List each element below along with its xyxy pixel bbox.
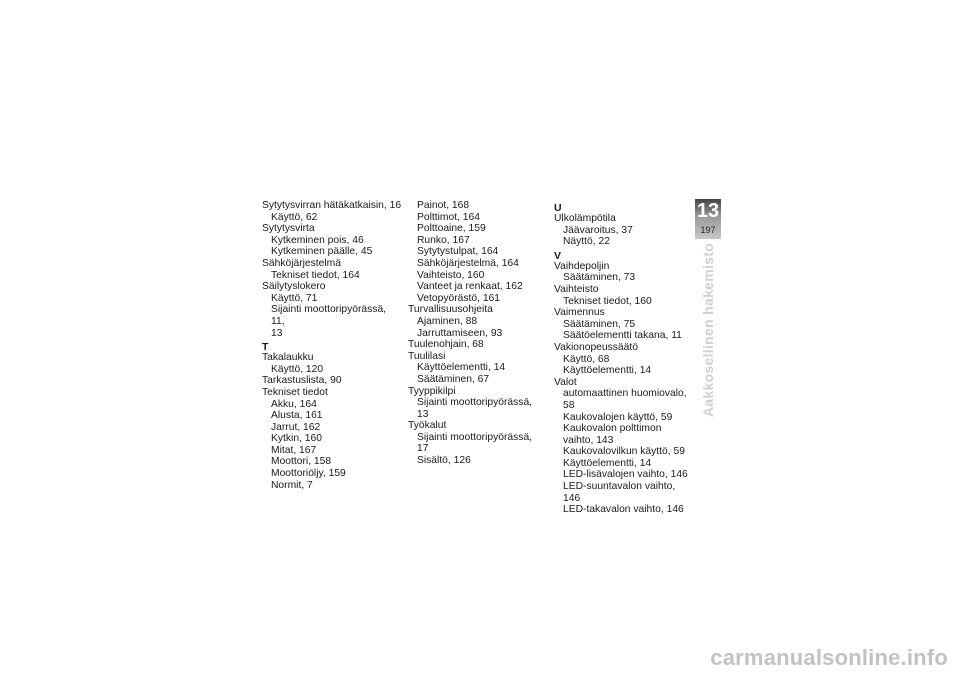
index-subentry: Runko, 167	[417, 234, 470, 246]
index-subentries	[262, 399, 392, 492]
index-subentries	[554, 272, 694, 284]
watermark: carmanualsonline.info	[710, 645, 948, 670]
index-subentry: Ajaminen, 88	[417, 315, 478, 327]
index-entry	[408, 339, 538, 351]
index-subentries	[262, 293, 392, 339]
index-subentry: Käyttöelementti, 14	[563, 365, 652, 377]
index-column-3	[554, 200, 694, 516]
index-subentry: Sisältö, 126	[417, 455, 471, 467]
index-subentry: Kytkin, 160	[271, 433, 322, 445]
index-subentry: Jarruttamiseen, 93	[417, 327, 503, 339]
index-subentry: Säätäminen, 75	[563, 318, 636, 330]
index-entry-title: Sytytysvirta	[262, 223, 315, 235]
index-entry	[262, 223, 392, 258]
index-entry	[262, 258, 392, 281]
index-subentry: Säätäminen, 67	[417, 373, 490, 385]
index-entry	[408, 304, 538, 339]
index-subentry: Moottori, 158	[271, 456, 332, 468]
index-entry-title: Tuulilasi	[408, 350, 446, 362]
index-entry	[554, 284, 694, 307]
index-subentry: Kaukovalojen käyttö, 59	[563, 411, 673, 423]
index-entry	[262, 352, 392, 375]
index-subentries	[408, 316, 538, 339]
index-entry	[262, 281, 392, 339]
index-subentries	[262, 364, 392, 376]
index-subentry: Säätöelementti takana, 11	[563, 330, 682, 342]
index-subentry: Vetopyörästö, 161	[417, 292, 501, 304]
index-subentry: Sytytystulpat, 164	[417, 246, 499, 258]
index-subentry: Tekniset tiedot, 160	[563, 295, 652, 307]
index-subentries	[554, 296, 694, 308]
index-entry-title: Sytytysvirran hätäkatkaisin, 16	[262, 200, 402, 211]
index-subentry: Käyttöelementti, 14	[563, 457, 652, 469]
index-column-1	[262, 200, 402, 491]
index-subentry: 13	[271, 327, 283, 339]
index-subentry: Sähköjärjestelmä, 164	[417, 257, 519, 269]
index-subentries	[408, 200, 538, 304]
index-letter-heading: T	[262, 341, 269, 354]
index-entry	[408, 200, 538, 304]
index-subentry: Akku, 164	[271, 398, 317, 410]
index-subentry: Polttimot, 164	[417, 211, 480, 223]
index-subentry: Käyttö, 71	[271, 292, 318, 304]
index-subentry: Moottoriöljy, 159	[271, 468, 346, 480]
index-entry	[554, 261, 694, 284]
index-entry	[262, 387, 392, 491]
index-subentry: Säätäminen, 73	[563, 272, 636, 284]
index-subentry: LED-suuntavalon vaihto, 146	[563, 481, 676, 504]
index-entry-title: Turvallisuusohjeita	[408, 304, 493, 316]
index-entry-title: Vakionopeussäätö	[554, 341, 638, 353]
index-subentry: Kytkeminen pois, 46	[271, 234, 364, 246]
index-subentry: Mitat, 167	[271, 444, 317, 456]
index-subentries	[262, 235, 392, 258]
index-subentry: Kytkeminen päälle, 45	[271, 246, 373, 258]
index-subentries	[408, 397, 538, 420]
index-entry-title: Ulkolämpötila	[554, 213, 616, 224]
index-subentry: Tekniset tiedot, 164	[271, 269, 360, 281]
page-number: 197	[700, 225, 716, 235]
index-subentry: Vaihteisto, 160	[417, 269, 485, 281]
index-entry-title: Vaihdepoljin	[554, 260, 610, 272]
index-subentries	[554, 354, 694, 377]
index-subentry: automaattinen huomiovalo, 58	[563, 388, 687, 411]
index-subentry: Kaukovalovilkun käyttö, 59	[563, 446, 685, 458]
index-subentry: vaihto, 143	[563, 434, 614, 446]
index-entry-title: Takalaukku	[262, 352, 314, 364]
index-subentry: Sijainti moottoripyörässä, 13	[417, 397, 533, 420]
index-subentry: Sijainti moottoripyörässä, 11,	[271, 304, 387, 327]
section-title: Aakkosellinen hakemisto	[700, 242, 716, 418]
index-entry-title: Säilytyslokero	[262, 281, 326, 293]
index-entry-title: Tyyppikilpi	[408, 385, 456, 397]
index-entry	[554, 377, 694, 516]
index-subentry: Normit, 7	[271, 479, 313, 491]
index-entry-title: Tuulenohjain, 68	[408, 339, 484, 351]
index-entry	[554, 342, 694, 377]
index-entry	[408, 420, 538, 466]
index-entry-title: Tarkastuslista, 90	[262, 375, 342, 387]
index-letter-heading: U	[554, 202, 562, 214]
index-subentry: Jäävaroitus, 37	[563, 224, 633, 236]
index-subentries	[408, 432, 538, 467]
index-subentry: Jarrut, 162	[271, 421, 321, 433]
index-subentry: Sijainti moottoripyörässä, 17	[417, 431, 533, 455]
chapter-number: 13	[696, 200, 720, 222]
index-subentry: LED-takavalon vaihto, 146	[563, 504, 684, 516]
index-subentry: Näyttö, 22	[563, 236, 610, 248]
index-subentry: Käyttö, 62	[271, 211, 318, 223]
index-subentries	[408, 362, 538, 385]
index-subentries	[554, 388, 694, 516]
index-entry-title: Valot	[554, 376, 577, 388]
index-subentries	[262, 270, 392, 282]
index-entry-title: Vaimennus	[554, 307, 605, 319]
index-subentry: Polttoaine, 159	[417, 223, 486, 235]
index-subentry: Käyttö, 120	[271, 363, 324, 375]
index-entry	[262, 200, 402, 223]
index-subentry: Alusta, 161	[271, 410, 323, 422]
index-entry-title: Sähköjärjestelmä	[262, 257, 341, 269]
index-entry-title: Työkalut	[408, 420, 447, 432]
index-subentry: Kaukovalon polttimon	[563, 423, 662, 435]
index-entry	[262, 375, 392, 387]
index-entry-title: Tekniset tiedot	[262, 386, 328, 398]
index-subentry: Käyttöelementti, 14	[417, 362, 506, 374]
index-entry	[554, 307, 694, 342]
index-subentry: Vanteet ja renkaat, 162	[417, 281, 523, 293]
index-entry-title: Vaihteisto	[554, 283, 599, 295]
index-subentry: Käyttö, 68	[563, 353, 610, 365]
index-subentries	[262, 212, 392, 224]
index-entry	[554, 213, 694, 248]
index-subentries	[554, 319, 694, 342]
index-subentry: Painot, 168	[417, 200, 470, 211]
index-entry	[408, 351, 538, 386]
index-subentry: LED-lisävalojen vaihto, 146	[563, 469, 688, 481]
index-subentries	[554, 225, 694, 248]
index-entry	[408, 386, 538, 421]
chapter-tab	[695, 199, 721, 239]
index-letter-heading: V	[554, 249, 562, 262]
index-column-2	[408, 200, 538, 467]
